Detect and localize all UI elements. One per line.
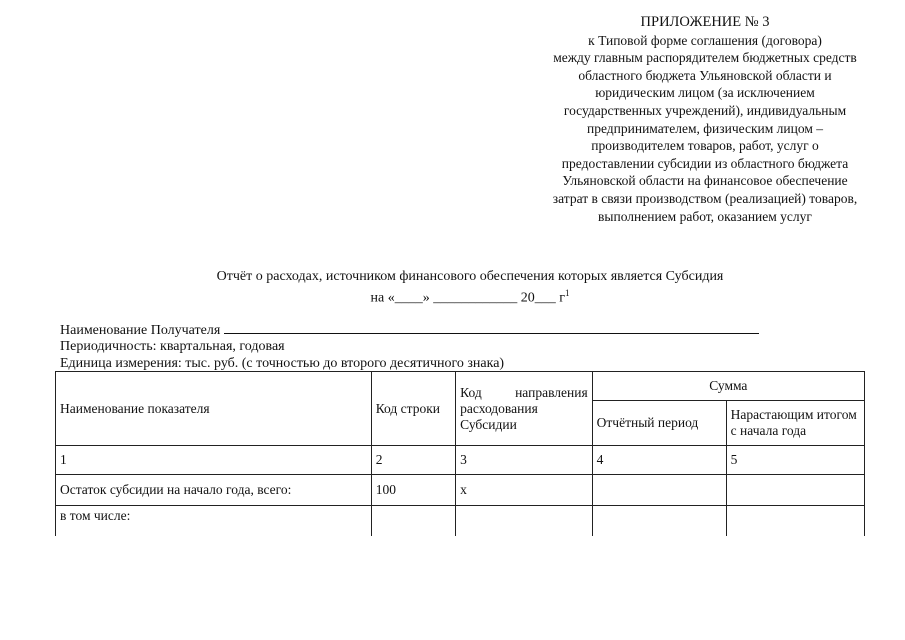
appendix-line: выполнением работ, оказанием услуг	[598, 208, 812, 224]
column-number: 5	[726, 446, 864, 475]
header-row-code: Код строки	[371, 372, 455, 446]
report-date	[60, 285, 880, 307]
table-row	[56, 506, 865, 537]
table-row	[56, 475, 865, 506]
expense-table	[55, 371, 865, 536]
report-title: Отчёт о расходах, источником финансового обеспечения которых является Субсидия	[216, 269, 724, 284]
row-direction	[456, 506, 593, 537]
row-code	[371, 506, 455, 537]
appendix-line: Ульяновской области на финансовое обеспечение	[562, 173, 848, 189]
header-direction-word2: направления	[515, 384, 588, 400]
column-number-row	[56, 446, 865, 475]
row-indicator: в том числе:	[56, 506, 372, 537]
appendix-line: государственных учреждений), индивидуальным	[563, 102, 847, 118]
appendix-line: предоставлении субсидии из областного бюджета	[561, 155, 849, 171]
header-indicator: Наименование показателя	[56, 372, 372, 446]
header-amount: Сумма	[592, 372, 864, 401]
footnote-marker: 1	[564, 288, 570, 298]
header-direction-code	[456, 372, 593, 446]
report-date-text: на «____» ____________ 20___ г	[370, 290, 565, 306]
row-cumulative-value[interactable]	[726, 506, 864, 537]
appendix-line: затрат в связи производством (реализацией) товаров,	[552, 190, 858, 206]
appendix-line: предпринимателем, физическим лицом –	[587, 120, 823, 136]
row-period-value[interactable]	[592, 506, 726, 537]
header-reporting-period: Отчётный период	[592, 401, 726, 446]
recipient-label: Наименование Получателя	[60, 323, 221, 338]
column-number: 2	[371, 446, 455, 475]
appendix-line: между главным распорядителем бюджетных средств	[553, 50, 857, 66]
recipient-line	[60, 320, 759, 339]
row-direction: x	[456, 475, 593, 506]
appendix-line: к Типовой форме соглашения (договора)	[588, 32, 822, 48]
row-period-value[interactable]	[592, 475, 726, 506]
column-number: 1	[56, 446, 372, 475]
periodicity: Периодичность: квартальная, годовая	[60, 339, 285, 354]
row-indicator: Остаток субсидии на начало года, всего:	[56, 475, 372, 506]
header-cumulative: Нарастающим итогом с начала года	[726, 401, 864, 446]
column-number: 3	[456, 446, 593, 475]
column-number: 4	[592, 446, 726, 475]
appendix-line: юридическим лицом (за исключением	[595, 85, 815, 101]
recipient-blank[interactable]	[224, 320, 759, 334]
header-direction-word1: Код	[460, 384, 482, 400]
row-cumulative-value[interactable]	[726, 475, 864, 506]
appendix-heading: ПРИЛОЖЕНИЕ № 3	[640, 14, 770, 30]
table-header-row	[56, 372, 865, 401]
appendix-header	[520, 14, 890, 225]
row-code: 100	[371, 475, 455, 506]
appendix-line: производителем товаров, работ, услуг о	[591, 138, 819, 154]
unit-of-measure: Единица измерения: тыс. руб. (с точностью до второго десятичного знака)	[60, 356, 505, 371]
header-direction-rest: расходования Субсидии	[460, 400, 538, 432]
appendix-line: областного бюджета Ульяновской области и	[578, 67, 832, 83]
